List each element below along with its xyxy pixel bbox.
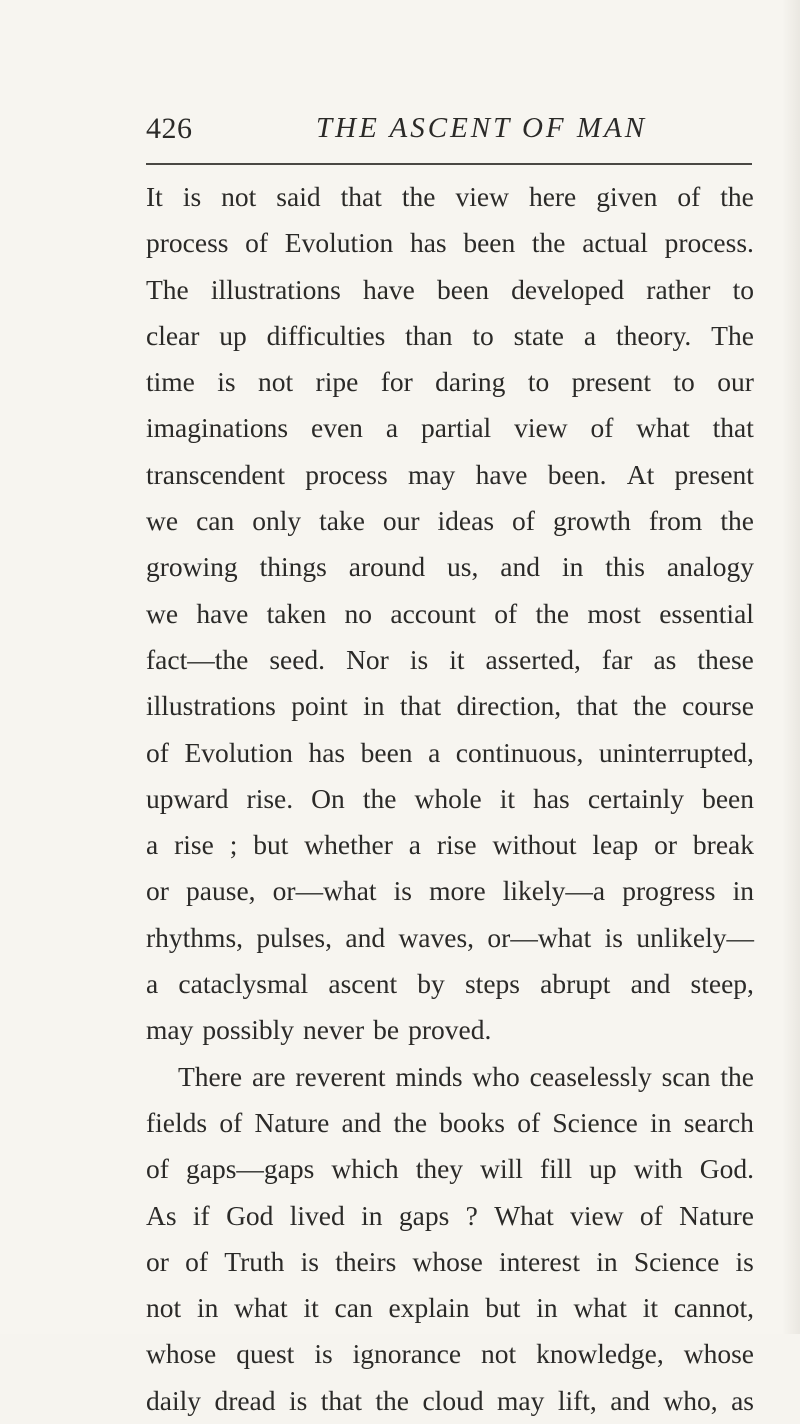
word: the	[720, 505, 754, 537]
word: it	[449, 643, 465, 675]
word: the	[375, 1384, 410, 1416]
word: is	[182, 181, 202, 212]
word: and	[341, 1106, 382, 1138]
word: scan	[661, 1060, 711, 1092]
word: by	[417, 968, 445, 1000]
word: imaginations	[146, 412, 289, 444]
word: Nature	[254, 1106, 330, 1138]
running-title: THE ASCENT OF MAN	[316, 112, 648, 144]
word: which	[331, 1153, 399, 1185]
word: said	[276, 181, 321, 212]
word: reverent	[295, 1060, 386, 1092]
word: what	[234, 1292, 288, 1324]
word: There	[178, 1060, 243, 1092]
word: to	[732, 273, 754, 305]
text-line	[146, 498, 754, 544]
word: in	[650, 1106, 672, 1138]
word: is	[300, 1245, 319, 1277]
text-line	[146, 683, 754, 729]
word: of	[245, 227, 269, 259]
word: a	[428, 736, 441, 768]
word: gaps—gaps	[186, 1153, 315, 1185]
word: than	[405, 319, 453, 351]
word: of	[185, 1245, 209, 1277]
word: whether	[304, 829, 393, 861]
word: to	[472, 319, 494, 351]
word: difficulties	[266, 319, 386, 351]
word: more	[429, 875, 486, 907]
word: that	[320, 1384, 362, 1416]
word: is	[604, 921, 623, 953]
word: rhythms,	[146, 921, 244, 953]
word: have	[362, 273, 415, 305]
word: and	[610, 1384, 650, 1416]
word: given	[596, 181, 658, 212]
word: the	[531, 227, 566, 259]
word: uninterrupted,	[598, 736, 754, 768]
word: has	[308, 736, 346, 768]
word: can	[334, 1292, 373, 1324]
word: that	[399, 690, 442, 722]
word: ignorance	[352, 1338, 462, 1370]
word: we	[146, 505, 179, 537]
paragraph-start-line	[146, 1054, 754, 1100]
text-line	[146, 915, 754, 961]
word: of	[494, 597, 518, 629]
word: we	[146, 597, 179, 629]
text-line	[146, 452, 754, 498]
word: is	[735, 1245, 754, 1277]
word: view	[455, 181, 509, 212]
word: from	[648, 505, 703, 537]
word: present	[674, 458, 754, 490]
word: it	[499, 782, 516, 814]
word: seed.	[269, 643, 326, 675]
word: cloud	[422, 1384, 484, 1416]
word: clear	[146, 319, 200, 351]
word: have	[196, 597, 249, 629]
word: whole	[414, 782, 482, 814]
word: Nature	[679, 1199, 754, 1231]
word: as	[653, 643, 677, 675]
word: steps	[464, 968, 520, 1000]
word: break	[692, 829, 754, 861]
word: the	[720, 1060, 754, 1092]
word: the	[401, 181, 436, 212]
word: of	[639, 1199, 663, 1231]
word: a	[385, 412, 399, 444]
word: what	[636, 412, 690, 444]
word: taken	[266, 597, 327, 629]
text-line	[146, 1193, 754, 1239]
word: in	[196, 1292, 219, 1324]
text-line	[146, 1378, 754, 1424]
word: far	[601, 643, 633, 675]
word: ceaselessly	[529, 1060, 652, 1092]
word: have	[475, 458, 528, 490]
text-line	[146, 822, 754, 868]
text-line	[146, 961, 754, 1007]
word: is	[217, 366, 236, 398]
word: in	[561, 551, 584, 583]
word: daily	[146, 1384, 201, 1416]
word: course	[682, 690, 754, 722]
word: been	[463, 227, 516, 259]
text-line	[146, 637, 754, 683]
word: unlikely—	[636, 921, 754, 953]
word: lived	[289, 1199, 345, 1231]
word: fill	[540, 1153, 573, 1185]
word: our	[382, 505, 420, 537]
word: illustrations	[210, 273, 341, 305]
word: is	[393, 875, 413, 907]
word: even	[310, 412, 363, 444]
word: time	[146, 366, 195, 398]
word: or	[146, 875, 169, 907]
word: essential	[659, 597, 754, 629]
word: search	[683, 1106, 754, 1138]
word: growth	[552, 505, 631, 537]
word: the	[362, 782, 397, 814]
word: is	[409, 643, 429, 675]
word: of	[219, 1106, 243, 1138]
word: developed	[511, 273, 625, 305]
word: daring	[435, 366, 506, 398]
word: is	[314, 1338, 333, 1370]
word: it	[642, 1292, 658, 1324]
word: books	[439, 1106, 505, 1138]
word: most	[587, 597, 641, 629]
word: direction,	[456, 690, 562, 722]
word: explain	[388, 1292, 470, 1324]
paragraph-end-line	[146, 1007, 754, 1053]
word: it	[303, 1292, 319, 1324]
word: us,	[447, 551, 479, 583]
word: a	[583, 319, 597, 351]
word: can	[196, 505, 235, 537]
word: to	[527, 366, 550, 398]
word: partial	[420, 412, 492, 444]
word: proved.	[408, 1014, 492, 1046]
word: possibly	[202, 1014, 295, 1046]
word: God.	[699, 1153, 754, 1185]
word: theory.	[615, 319, 692, 351]
word: our	[717, 366, 754, 398]
word: quest	[236, 1338, 295, 1370]
text-line	[146, 313, 754, 359]
word: has	[409, 227, 447, 259]
word: Science	[633, 1245, 720, 1277]
header-rule	[146, 163, 752, 165]
word: view	[514, 412, 568, 444]
word: likely—a	[502, 875, 606, 907]
word: a	[146, 829, 159, 861]
word: that	[576, 690, 618, 722]
word: of	[590, 412, 614, 444]
word: Truth	[224, 1245, 285, 1277]
word: leap	[592, 829, 639, 861]
word: of	[677, 181, 701, 212]
word: of	[517, 1106, 541, 1138]
word: that	[712, 412, 754, 444]
word: of	[512, 505, 535, 537]
word: this	[605, 551, 645, 583]
text-line	[146, 868, 754, 914]
word: as	[731, 1384, 754, 1416]
word: asserted,	[485, 643, 581, 675]
word: theirs	[335, 1245, 397, 1277]
word: in	[363, 690, 385, 722]
word: present	[571, 366, 652, 398]
word: ideas	[437, 505, 495, 537]
word: to	[673, 366, 695, 398]
text-line	[146, 730, 754, 776]
word: been	[437, 273, 489, 305]
word: certainly	[587, 782, 685, 814]
word: without	[492, 829, 577, 861]
word: in	[596, 1245, 618, 1277]
word: ?	[465, 1199, 478, 1231]
word: but	[253, 829, 289, 861]
word: take	[319, 505, 365, 537]
word: God	[226, 1199, 274, 1231]
word: may	[146, 1014, 194, 1046]
word: they	[415, 1153, 464, 1185]
word: in	[361, 1199, 383, 1231]
word: continuous,	[455, 736, 584, 768]
word: around	[348, 551, 426, 583]
word: rise	[174, 829, 214, 861]
word: a	[146, 968, 159, 1000]
word: or—what	[272, 875, 377, 907]
word: here	[528, 181, 577, 212]
body-text	[146, 174, 754, 1424]
word: been	[702, 782, 754, 814]
text-line	[146, 1146, 754, 1192]
word: transcendent	[146, 458, 285, 490]
word: up	[589, 1153, 617, 1185]
word: things	[259, 551, 327, 583]
word: in	[536, 1292, 558, 1324]
text-line	[146, 267, 754, 313]
text-line	[146, 174, 754, 220]
word: that	[340, 181, 382, 212]
word: minds	[395, 1060, 463, 1092]
word: lift,	[557, 1384, 597, 1416]
word: or	[654, 829, 678, 861]
word: interest	[499, 1245, 580, 1277]
word: view	[570, 1199, 624, 1231]
word: in	[732, 875, 754, 907]
word: whose	[146, 1338, 217, 1370]
word: The	[146, 273, 189, 305]
text-line	[146, 1239, 754, 1285]
word: and	[630, 968, 671, 1000]
text-line	[146, 1285, 754, 1331]
word: rather	[646, 273, 711, 305]
word: may	[497, 1384, 545, 1416]
word: rise	[436, 829, 477, 861]
word: Nor	[346, 643, 389, 675]
word: or—what	[487, 921, 592, 953]
word: cataclysmal	[178, 968, 309, 1000]
word: no	[344, 597, 373, 629]
word: but	[485, 1292, 521, 1324]
word: the	[633, 690, 667, 722]
word: up	[219, 319, 247, 351]
word: the	[535, 597, 570, 629]
word: has	[533, 782, 570, 814]
text-line	[146, 591, 754, 637]
word: and	[500, 551, 541, 583]
word: are	[251, 1060, 286, 1092]
word: The	[711, 319, 754, 351]
word: for	[380, 366, 413, 398]
word: is	[288, 1384, 308, 1416]
word: rise.	[246, 782, 294, 814]
word: actual	[582, 227, 648, 259]
word: or	[146, 1245, 169, 1277]
word: knowledge,	[536, 1338, 664, 1370]
word: not	[221, 181, 257, 212]
word: been	[360, 736, 413, 768]
word: of	[146, 736, 169, 768]
word: state	[513, 319, 565, 351]
word: Evolution	[284, 227, 394, 259]
word: fact—the	[146, 643, 249, 675]
word: whose	[412, 1245, 483, 1277]
word: illustrations	[146, 690, 276, 722]
word: process.	[664, 227, 754, 259]
page-edge-shadow	[782, 0, 800, 1334]
word: only	[252, 505, 302, 537]
word: with	[633, 1153, 683, 1185]
word: process	[305, 458, 388, 490]
word: At	[626, 458, 655, 490]
page-header	[146, 112, 752, 166]
word: Science	[552, 1106, 638, 1138]
word: not	[146, 1292, 182, 1324]
word: waves,	[398, 921, 475, 953]
word: not	[258, 366, 294, 398]
text-line	[146, 776, 754, 822]
word: will	[480, 1153, 523, 1185]
word: progress	[622, 875, 716, 907]
word: may	[407, 458, 456, 490]
word: whose	[683, 1338, 754, 1370]
word: the	[720, 181, 754, 212]
text-line	[146, 359, 754, 405]
word: what	[573, 1292, 627, 1324]
word: of	[146, 1153, 169, 1185]
word: fields	[146, 1106, 208, 1138]
word: ascent	[328, 968, 398, 1000]
page-number: 426	[146, 112, 193, 145]
word: ;	[229, 829, 238, 861]
word: never	[303, 1014, 365, 1046]
word: point	[291, 690, 348, 722]
word: analogy	[666, 551, 754, 583]
word: cannot,	[673, 1292, 754, 1324]
word: the	[393, 1106, 428, 1138]
word: process	[146, 227, 229, 259]
word: dread	[214, 1384, 276, 1416]
text-line	[146, 220, 754, 266]
word: be	[373, 1014, 400, 1046]
word: It	[146, 181, 163, 212]
word: growing	[146, 551, 238, 583]
word: pause,	[186, 875, 256, 907]
word: As	[146, 1199, 177, 1231]
word: and	[345, 921, 386, 953]
word: if	[192, 1199, 210, 1231]
word: who,	[663, 1384, 718, 1416]
word: account	[390, 597, 476, 629]
word: who	[472, 1060, 520, 1092]
word: steep,	[690, 968, 754, 1000]
text-line	[146, 405, 754, 451]
word: abrupt	[540, 968, 611, 1000]
text-line	[146, 544, 754, 590]
word: a	[408, 829, 421, 861]
word: pulses,	[256, 921, 332, 953]
text-line	[146, 1331, 754, 1377]
word: not	[481, 1338, 517, 1370]
word: been.	[547, 458, 607, 490]
word: upward	[146, 782, 229, 814]
word: On	[311, 782, 345, 814]
word: gaps	[398, 1199, 450, 1231]
text-line	[146, 1100, 754, 1146]
word: What	[494, 1199, 554, 1231]
word: these	[697, 643, 754, 675]
word: ripe	[315, 366, 359, 398]
word: Evolution	[184, 736, 293, 768]
